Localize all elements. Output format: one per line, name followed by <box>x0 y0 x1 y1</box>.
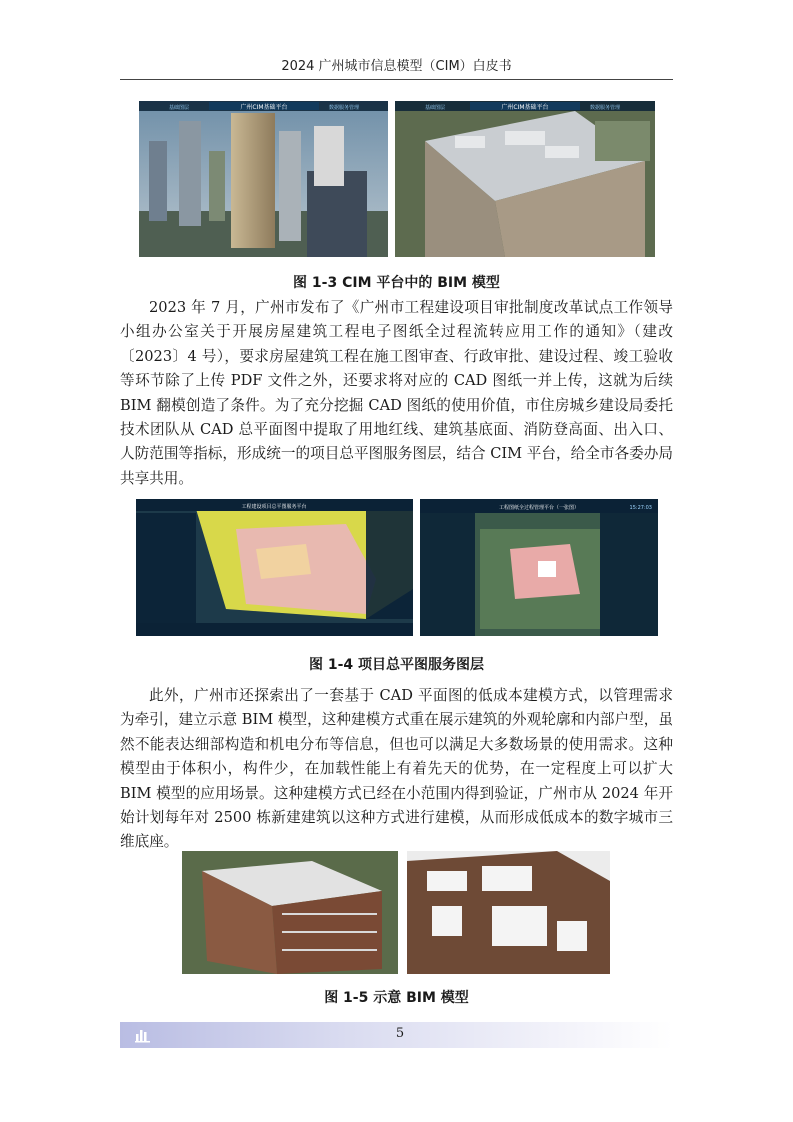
figure-caption-1-3: 图 1-3 CIM 平台中的 BIM 模型 <box>293 275 500 291</box>
fig14-right-ui-title: 工程图纸全过程管理平台（一张图） <box>498 505 580 511</box>
fig13-right-ui-title: 广州CIM基础平台 <box>501 104 549 111</box>
running-header: 2024 广州城市信息模型（CIM）白皮书 <box>281 59 512 74</box>
fig13-left-ui-tab1[interactable]: 基础图层 <box>169 105 190 111</box>
page-number: 5 <box>395 1026 405 1041</box>
fig14-left-image <box>136 499 413 636</box>
fig15-left-image <box>182 851 398 974</box>
fig13-right-ui-tab2[interactable]: 数据服务管理 <box>590 105 621 111</box>
fig14-left-ui-title: 工程建设项目总平图服务平台 <box>241 504 307 510</box>
paragraph-2: 此外，广州市还探索出了一套基于 CAD 平面图的低成本建模方式，以管理需求为牵引，建立示意 BIM 模型，这种建模方式重在展示建筑的外观轮廓和内部户型，虽然不能表达细部构造和机电分布等信息，但也可以满足大多数场景的使用需求。这种模型由于体积小，构件少，在加载性能上有着先天的优势，在一定程度上可以扩大 BIM 模型的应用场景。这种建模方式已经在小范围内得到验证，广州市从 2024 年开始计划每年对 2500 栋新建建筑以这种方式进行建模，从而形成低成本的数字城市三维底座。 <box>120 687 673 851</box>
fig15-right-image <box>407 851 610 974</box>
figure-caption-1-4: 图 1-4 项目总平图服务图层 <box>308 657 485 673</box>
header-rule <box>120 79 673 80</box>
figure-caption-1-5: 图 1-5 示意 BIM 模型 <box>324 990 469 1006</box>
fig13-left-image <box>139 101 388 257</box>
paragraph-1: 2023 年 7 月，广州市发布了《广州市工程建设项目审批制度改革试点工作领导小组办公室关于开展房屋建筑工程电子图纸全过程流转应用工作的通知》（建改〔2023〕4 号），要求房屋建筑工程在施工图审查、行政审批、建设过程、竣工验收等环节除了上传 PDF 文件之外，还要求将对应的 CAD 图纸一并上传，这就为后续 BIM 翻模创造了条件。为了充分挖掘 CAD 图纸的使用价值，市住房城乡建设局委托技术团队从 CAD 总平面图中提取了用地红线、建筑基底面、消防登高面、出入口、人防范围等指标，形成统一的项目总平图服务图层，结合 CIM 平台，给全市各委办局共享共用。 <box>120 299 673 487</box>
fig14-right-image <box>420 499 658 636</box>
fig13-left-ui-tab2[interactable]: 数据服务管理 <box>329 105 360 111</box>
fig13-right-ui-tab1[interactable]: 基础图层 <box>425 105 446 111</box>
fig13-right-image <box>395 101 655 257</box>
logo-icon <box>134 1026 152 1044</box>
fig14-right-ui-time: 15:27:03 <box>629 505 652 511</box>
fig13-left-ui-title: 广州CIM基础平台 <box>240 104 288 111</box>
